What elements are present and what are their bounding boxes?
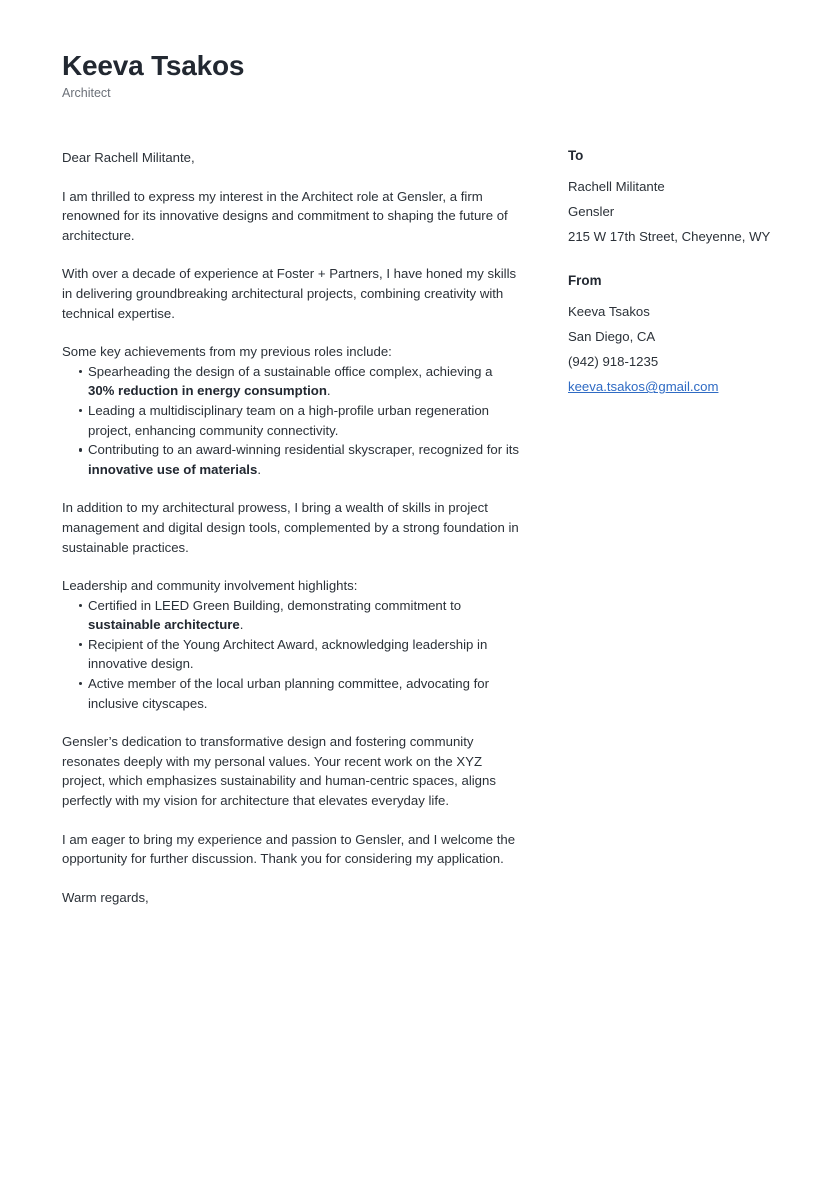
list-item-text: Certified in LEED Green Building, demonstrating commitment to [88,597,462,613]
sender-name: Keeva Tsakos [568,304,650,320]
candidate-job-title: Architect [62,86,111,101]
sign-off: Warm regards, [62,889,149,905]
sender-phone: (942) 918-1235 [568,354,659,370]
recipient-name: Rachell Militante [568,179,665,195]
sender-email-row [568,374,798,399]
sender-email-link[interactable]: keeva.tsakos@gmail.com [568,379,719,395]
achievements-list [62,362,521,480]
recipient-address: 215 W 17th Street, Cheyenne, WY [568,229,771,245]
list-item-emphasis: sustainable architecture [88,617,240,633]
sender-location: San Diego, CA [568,329,656,345]
list-item-emphasis: 30% reduction in energy consumption [88,383,327,399]
list-item-tail: . [257,461,261,477]
recipient-company: Gensler [568,204,615,220]
list-item [62,674,521,713]
achievements-intro: Some key achievements from my previous roles include: [62,344,392,360]
intro-paragraph: I am thrilled to express my interest in the Architect role at Gensler, a firm renowned for its innovative designs and commitment to shaping the future of architecture. [62,188,508,243]
list-item [62,596,521,635]
letter-sidebar [568,148,798,399]
salutation: Dear Rachell Militante, [62,150,195,165]
letter-body [62,148,521,926]
list-item-text: Spearheading the design of a sustainable office complex, achieving a [88,363,493,379]
to-heading: To [568,148,584,163]
list-item [62,635,521,674]
closing-paragraph: I am eager to bring my experience and passion to Gensler, and I welcome the opportunity for further discussion. Thank you for considering my application. [62,831,516,867]
leadership-intro: Leadership and community involvement highlights: [62,578,358,594]
recipient-block [568,148,798,249]
company-fit-paragraph: Gensler’s dedication to transformative design and fostering community resonates deeply with my personal values. Your recent work on the XYZ project, which emphasizes sustainability and human-centric spaces, aligns perfectly with my vision for architecture that elevates everyday life. [62,734,496,809]
list-item [62,401,521,440]
sender-block [568,273,798,399]
list-item [62,362,521,401]
list-item-emphasis: innovative use of materials [88,461,258,477]
leadership-list [62,596,521,714]
candidate-name: Keeva Tsakos [62,50,245,81]
list-item-text: Active member of the local urban planning committee, advocating for inclusive cityscapes. [88,676,489,711]
list-item-text: Contributing to an award-winning residential skyscraper, recognized for its [88,442,520,458]
list-item-tail: . [239,617,244,633]
list-item-text: Leading a multidisciplinary team on a high-profile urban regeneration project, enhancing community connectivity. [88,402,489,438]
from-heading: From [568,273,602,289]
letter-header [62,50,562,101]
experience-paragraph: With over a decade of experience at Foster + Partners, I have honed my skills in delivering groundbreaking architectural projects, combining creativity with technical expertise. [62,266,517,321]
list-item-text: Recipient of the Young Architect Award, acknowledging leadership in innovative design. [88,636,488,672]
skills-paragraph: In addition to my architectural prowess, I bring a wealth of skills in project management and digital design tools, complemented by a strong foundation in sustainable practices. [62,500,519,555]
list-item-tail: . [326,383,331,399]
list-item [62,440,521,479]
